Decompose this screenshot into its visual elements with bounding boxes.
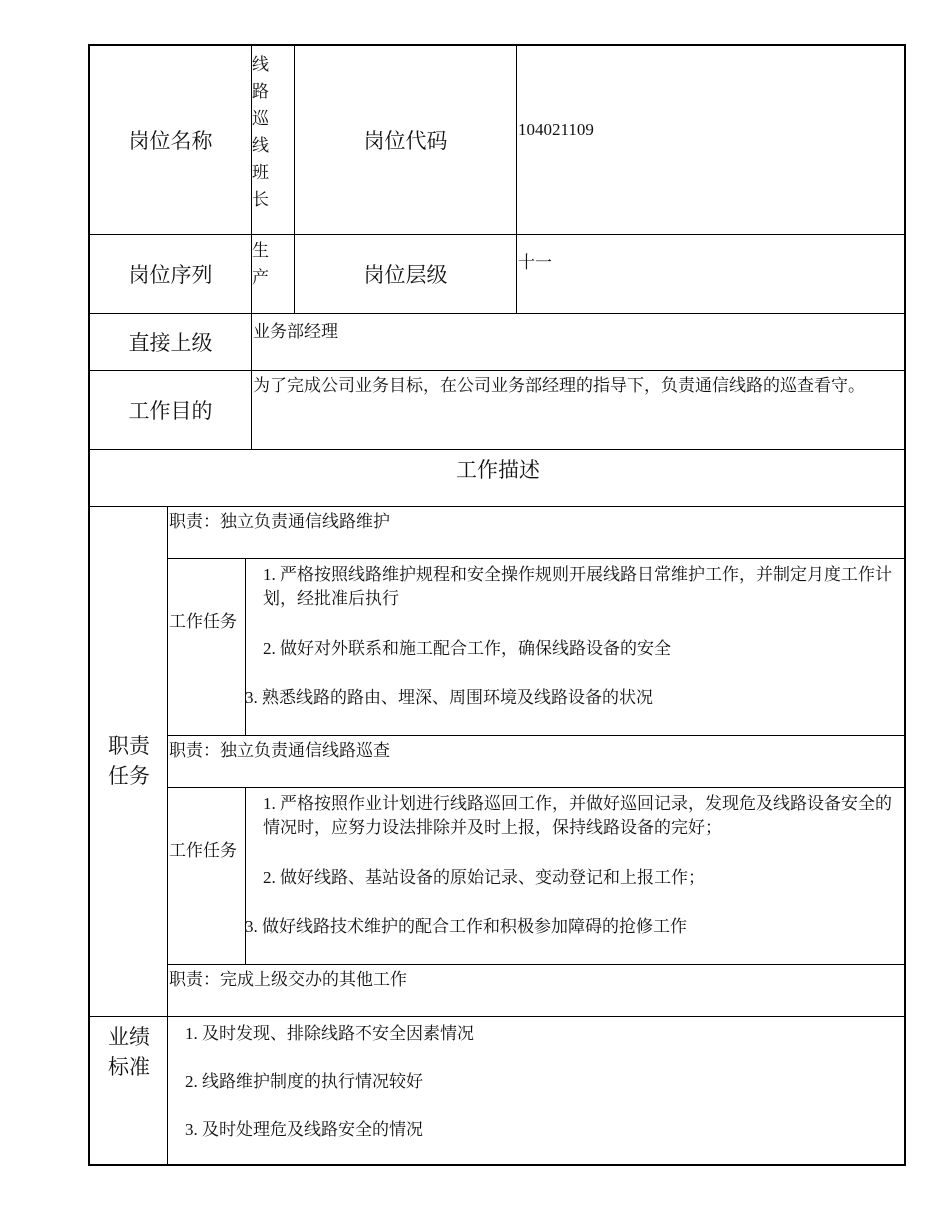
post-level-label: 岗位层级 — [363, 262, 448, 287]
purpose-value: 为了完成公司业务目标，在公司业务部经理的指导下，负责通信线路的巡查看守。 — [253, 376, 865, 395]
superior-value: 业务部经理 — [253, 322, 338, 341]
duty2-task-label: 工作任务 — [169, 841, 237, 860]
post-code-value: 104021109 — [518, 120, 594, 139]
row-divider — [167, 964, 906, 965]
duty2-task-2: 2. 做好线路、基站设备的原始记录、变动登记和上报工作； — [263, 868, 705, 887]
performance-label — [98, 1018, 160, 1088]
performance-label-text: 业绩标准 — [108, 1025, 150, 1079]
post-level-value: 十一 — [518, 253, 552, 272]
col-divider — [516, 46, 517, 313]
duty1-task-2: 2. 做好对外联系和施工配合工作，确保线路设备的安全 — [263, 639, 671, 658]
post-series-label: 岗位序列 — [128, 262, 213, 287]
duty1-task-1: 1. 严格按照线路维护规程和安全操作规则开展线路日常维护工作，并制定月度工作计划，经批准后执行 — [263, 565, 892, 608]
duties-label-text: 职责任务 — [108, 734, 150, 788]
job-description-table — [88, 44, 906, 1166]
duty1-task-label: 工作任务 — [169, 612, 237, 631]
duty3-title: 职责：完成上级交办的其他工作 — [169, 970, 407, 989]
duty1-task-3: 3. 熟悉线路的路由、埋深、周围环境及线路设备的状况 — [245, 688, 653, 707]
post-series-value: 生产 — [252, 241, 269, 287]
col-divider — [167, 506, 168, 1166]
post-name-value: 线路巡线班长 — [252, 55, 269, 209]
row-divider — [167, 735, 906, 736]
performance-item-3: 3. 及时处理危及线路安全的情况 — [185, 1120, 423, 1139]
post-name-label: 岗位名称 — [128, 129, 213, 153]
duties-label — [98, 506, 160, 1016]
row-divider — [167, 558, 906, 559]
purpose-label: 工作目的 — [128, 398, 213, 423]
row-divider — [90, 1016, 906, 1017]
post-code-label: 岗位代码 — [363, 129, 448, 153]
duty2-title: 职责：独立负责通信线路巡查 — [169, 741, 390, 760]
duty2-task-3: 3. 做好线路技术维护的配合工作和积极参加障碍的抢修工作 — [245, 917, 687, 936]
superior-label: 直接上级 — [128, 330, 213, 355]
duty1-title: 职责：独立负责通信线路维护 — [169, 512, 390, 531]
row-divider — [90, 506, 906, 507]
row-divider — [90, 449, 906, 450]
performance-item-1: 1. 及时发现、排除线路不安全因素情况 — [185, 1024, 474, 1043]
duty2-task-1: 1. 严格按照作业计划进行线路巡回工作，并做好巡回记录，发现危及线路设备安全的情况时，应努力设法排除并及时上报，保持线路设备的完好； — [263, 794, 892, 837]
row-divider — [167, 787, 906, 788]
performance-item-2: 2. 线路维护制度的执行情况较好 — [185, 1072, 423, 1091]
section-title: 工作描述 — [456, 458, 540, 482]
